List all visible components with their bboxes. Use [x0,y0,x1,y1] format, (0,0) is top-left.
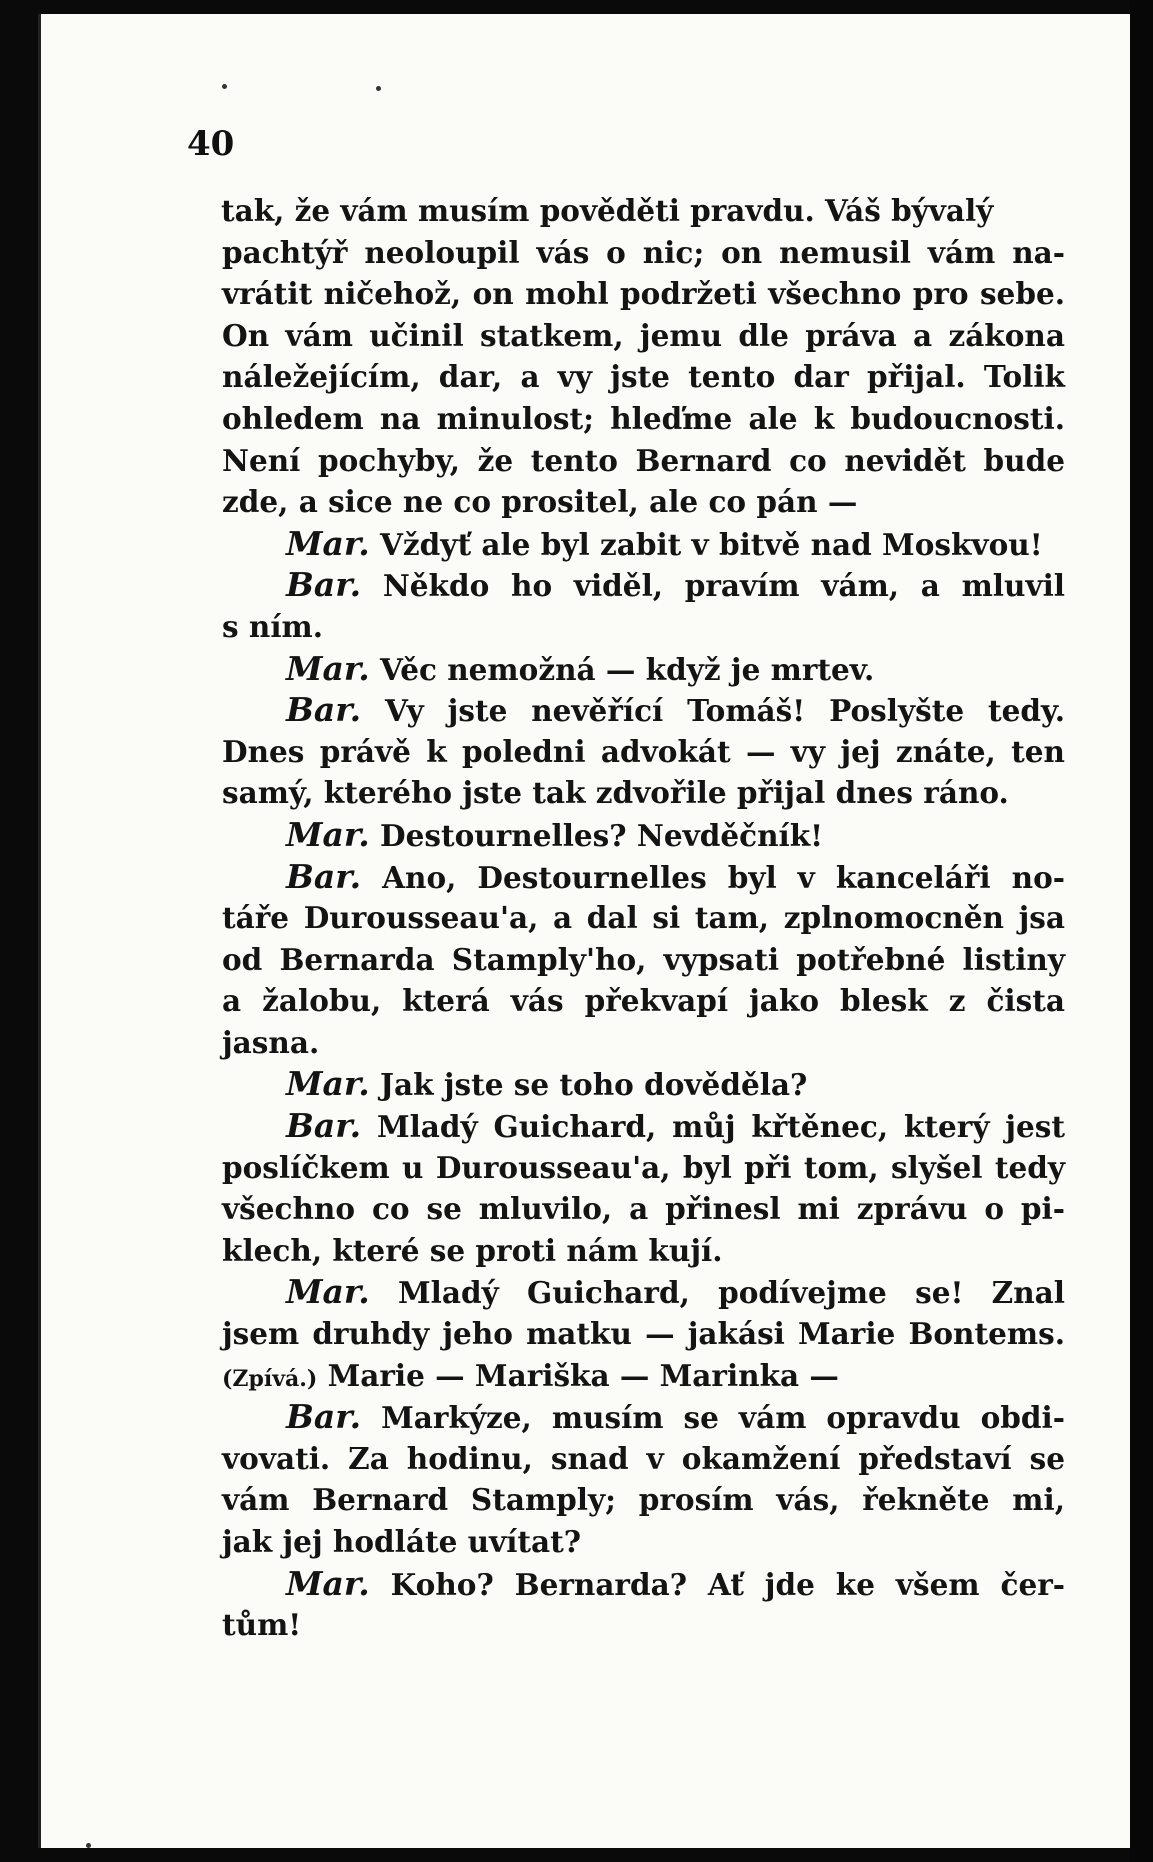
text-line: a žalobu, která vás překvapí jako blesk z čista [222,983,1065,1019]
text-line: Dnes právě k poledni advokát — vy jej znáte, ten [222,733,1065,769]
text-line: On vám učinil statkem, jemu dle práva a zákona [222,317,1065,353]
text-line: poslíčkem u Durousseau'a, byl při tom, slyšel tedy [222,1149,1065,1185]
text-line: Není pochyby, že tento Bernard co nevidět bude [222,442,1065,478]
page-text [222,190,1065,1646]
dialogue-line: Mar. Jak jste se toho dověděla? [286,1064,808,1104]
dialogue-line: Mar. Destournelles? Nevděčník! [286,814,824,854]
text-line: klech, které se proti nám kují. [222,1232,723,1268]
dialogue-line: Bar. Vy jste nevěřící Tomáš! Poslyšte tedy. [286,690,1065,730]
speaker-name: Mar. [286,1563,370,1603]
dialogue-line: Bar. Mladý Guichard, můj křtěnec, který jest [286,1106,1065,1146]
dialogue-line: Bar. Ano, Destournelles byl v kanceláři no- [286,856,1065,896]
dust-speck [86,1843,91,1848]
text-line: s ním. [222,608,324,644]
text-line: vrátit ničehož, on mohl podržeti všechno pro sebe. [222,276,1065,312]
speaker-name: Mar. [286,1064,370,1104]
text-line: zde, a sice ne co prositel, ale co pán — [222,484,858,520]
dust-speck [222,84,227,89]
dialogue-line: Bar. Někdo ho viděl, pravím vám, a mluvil [286,565,1065,605]
dialogue-line: Mar. Koho? Bernarda? Ať jde ke všem čer- [286,1563,1065,1603]
speaker-name: Mar. [286,814,370,854]
text-line: vám Bernard Stamply; prosím vás, řekněte mi, [222,1482,1065,1518]
dialogue-line: Bar. Markýze, musím se vám opravdu obdi- [286,1397,1065,1437]
dialogue-line: Mar. Věc nemožná — když je mrtev. [286,648,875,688]
speaker-name: Mar. [286,523,370,563]
text-line: pachtýř neoloupil vás o nic; on nemusil vám na- [222,234,1065,270]
text-line: jasna. [222,1024,320,1060]
speaker-name: Bar. [286,856,362,896]
text-line: jsem druhdy jeho matku — jakási Marie Bontems. [222,1316,1065,1352]
text-line: všechno co se mluvilo, a přinesl mi zprávu o pi- [222,1191,1065,1227]
text-line: od Bernarda Stamply'ho, vypsati potřebné listiny [222,941,1065,977]
text-line: táře Durousseau'a, a dal si tam, zplnomocněn jsa [222,900,1065,936]
text-line: samý, kterého jste tak zdvořile přijal dnes ráno. [222,775,1009,811]
dialogue-line: Mar. Mladý Guichard, podívejme se! Znal [286,1272,1065,1312]
speaker-name: Bar. [286,690,362,730]
text-line: tak, že vám musím pověděti pravdu. Váš bývalý [221,193,994,228]
speaker-name: Mar. [286,1272,370,1312]
text-line: náležejícím, dar, a vy jste tento dar přijal. Tolik [222,359,1065,395]
speaker-name: Bar. [286,1106,362,1146]
text-line: jak jej hodláte uvítat? [222,1524,582,1559]
text-line: ohledem na minulost; hleďme ale k budoucnosti. [222,400,1065,436]
stage-direction-line: (Zpívá.) Marie — Mariška — Marinka — [222,1357,839,1393]
dust-speck [376,86,381,91]
speaker-name: Mar. [286,648,370,688]
speaker-name: Bar. [286,1397,362,1437]
dialogue-line: Mar. Vždyť ale byl zabit v bitvě nad Moskvou! [286,523,1043,563]
speaker-name: Bar. [286,565,362,605]
stage-direction: (Zpívá.) [222,1365,318,1392]
text-line: tům! [222,1607,302,1643]
scan-border [1130,0,1153,1862]
page-number: 40 [187,124,235,164]
text-line: vovati. Za hodinu, snad v okamžení představí se [222,1440,1065,1476]
